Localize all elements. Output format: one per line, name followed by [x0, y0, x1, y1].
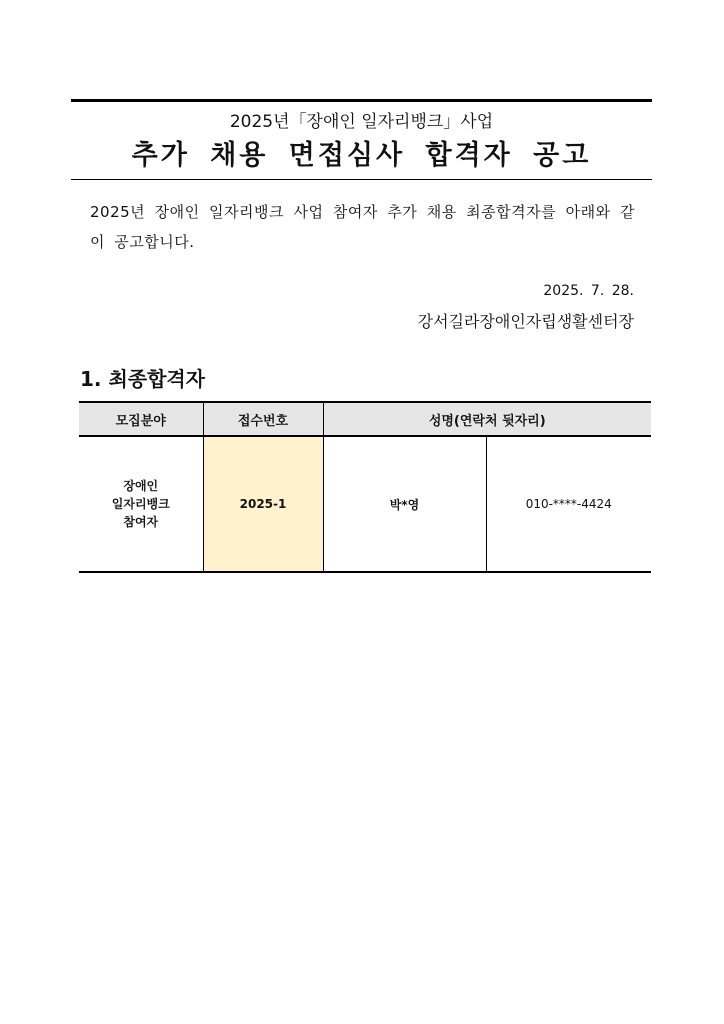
- cell-name: 박*영: [323, 436, 486, 572]
- cell-receipt-no: 2025-1: [203, 436, 323, 572]
- column-header-field: 모집분야: [79, 402, 203, 436]
- notice-subtitle: 2025년「장애인 일자리뱅크」사업: [229, 112, 494, 132]
- cell-phone: 010-****-4424: [525, 497, 612, 511]
- field-line: 장애인: [123, 479, 159, 493]
- title-divider: [71, 179, 652, 180]
- column-header-receipt-no: 접수번호: [203, 402, 323, 436]
- table-row: [79, 436, 651, 572]
- field-line: 참여자: [123, 515, 159, 529]
- final-passers-table: [79, 401, 651, 573]
- table-header-row: [79, 402, 651, 436]
- announcement-text: 2025년 장애인 일자리뱅크 사업 참여자 추가 채용 최종합격자를 아래와 같이 공고합니다.: [90, 203, 635, 251]
- column-header-name-contact: 성명(연락처 뒷자리): [323, 402, 651, 436]
- cell-field: [79, 436, 203, 572]
- top-rule: [71, 99, 652, 102]
- section-heading-final-passers: 1. 최종합격자: [80, 367, 206, 391]
- notice-title: 추가 채용 면접심사 합격자 공고: [131, 140, 592, 171]
- notice-date: 2025. 7. 28.: [543, 283, 634, 299]
- issuing-organization: 강서길라장애인자립생활센터장: [417, 312, 634, 331]
- field-line: 일자리뱅크: [111, 497, 170, 511]
